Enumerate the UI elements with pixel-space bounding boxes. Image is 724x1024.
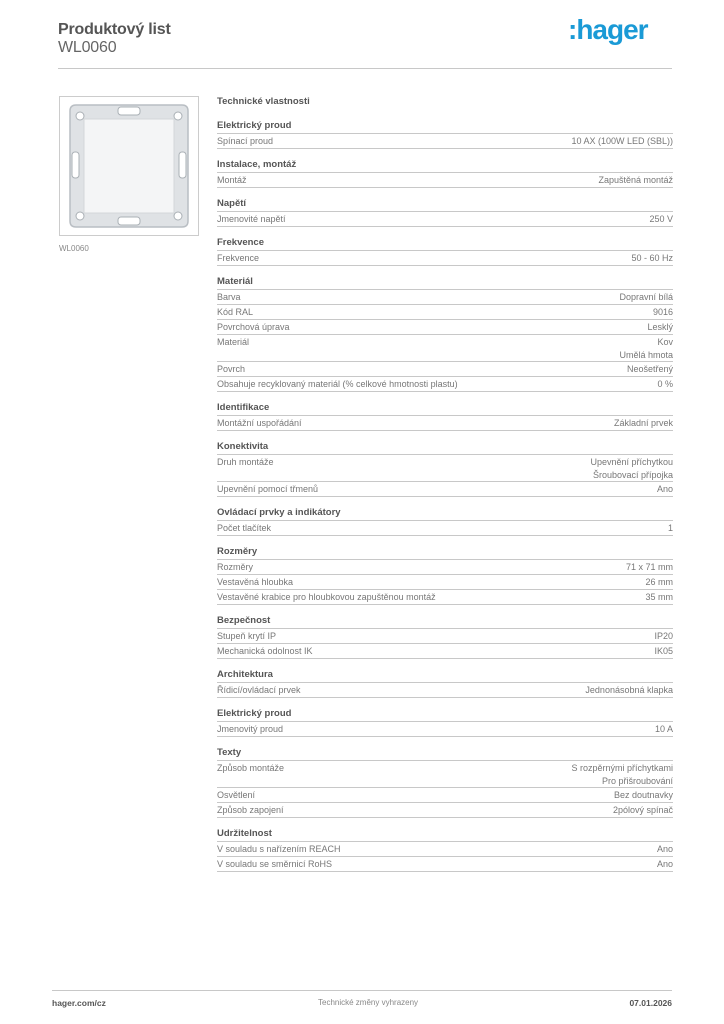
spec-value-line: Ano [656,484,673,494]
spec-value-line: 26 mm [645,577,673,587]
spec-value [598,174,673,187]
spec-label: V souladu s nařízením REACH [217,844,341,854]
spec-row [217,251,673,266]
footer-website: hager.com/cz [52,998,106,1008]
spec-value [645,591,673,604]
spec-section [217,237,673,266]
spec-row [217,683,673,698]
spec-section [217,747,673,818]
spec-value [657,378,673,391]
hager-logo: :hager [568,14,648,45]
spec-value [654,630,673,643]
spec-value [654,645,673,658]
spec-label: Jmenovitý proud [217,724,284,734]
spec-label: Osvětlení [217,790,256,800]
spec-label: Stupeň krytí IP [217,631,277,641]
section-heading: Architektura [217,669,673,683]
spec-row [217,803,673,818]
section-heading: Elektrický proud [217,120,673,134]
spec-row [217,173,673,188]
spec-label: Vestavěná hloubka [217,577,294,587]
spec-value-line: Základní prvek [613,418,673,428]
section-heading: Elektrický proud [217,708,673,722]
spec-value-line: Pro přišroubování [601,775,673,786]
specs-title: Technické vlastnosti [217,96,310,107]
spec-row [217,521,673,536]
spec-value-line: Ano [656,844,673,854]
spec-label: Montáž [217,175,247,185]
section-heading: Identifikace [217,402,673,416]
spec-label: Počet tlačítek [217,523,272,533]
spec-row [217,590,673,605]
spec-value-line: 9016 [652,307,673,317]
spec-section [217,159,673,188]
spec-value [657,483,673,496]
spec-row [217,377,673,392]
switch-illustration-icon [60,97,198,235]
spec-value-line: Dopravní bílá [619,292,673,302]
spec-value-line: 250 V [649,214,673,224]
spec-row [217,761,673,788]
section-heading: Napětí [217,198,673,212]
spec-label: Jmenovité napětí [217,214,286,224]
spec-value [590,456,673,481]
spec-section [217,402,673,431]
spec-section [217,615,673,659]
section-heading: Frekvence [217,237,673,251]
spec-value-line: 50 - 60 Hz [631,253,673,263]
spec-row [217,335,673,362]
spec-value [653,306,673,319]
spec-label: Rozměry [217,562,254,572]
spec-value [657,858,673,871]
section-heading: Ovládací prvky a indikátory [217,507,673,521]
spec-value [655,723,673,736]
spec-value-line: Upevnění příchytkou [590,457,673,467]
spec-value [571,135,673,148]
spec-label: Mechanická odolnost IK [217,646,313,656]
spec-label: Způsob zapojení [217,805,284,815]
spec-row [217,305,673,320]
spec-value [619,291,673,304]
product-image [59,96,199,236]
spec-row [217,290,673,305]
footer-date: 07.01.2026 [629,998,672,1008]
spec-label: Kód RAL [217,307,254,317]
section-heading: Udržitelnost [217,828,673,842]
section-heading: Bezpečnost [217,615,673,629]
spec-value [631,252,673,265]
spec-section [217,507,673,536]
spec-value [614,417,673,430]
spec-label: Frekvence [217,253,260,263]
section-heading: Texty [217,747,673,761]
spec-label: V souladu se směrnicí RoHS [217,859,333,869]
spec-value [657,843,673,856]
spec-row [217,842,673,857]
spec-row [217,416,673,431]
spec-value-line: 2pólový spínač [612,805,673,815]
spec-value-line: 35 mm [645,592,673,602]
spec-section [217,828,673,872]
section-heading: Rozměry [217,546,673,560]
spec-sections [217,120,673,872]
spec-value-line: IK05 [654,646,673,656]
spec-value [668,522,673,535]
spec-value [571,762,673,787]
spec-label: Povrchová úprava [217,322,290,332]
spec-section [217,276,673,392]
spec-value-line: Zapuštěná montáž [598,175,673,185]
spec-section [217,708,673,737]
spec-row [217,560,673,575]
spec-row [217,644,673,659]
footer-notice: Technické změny vyhrazeny [318,998,419,1007]
spec-value [613,804,673,817]
spec-value-line: 1 [667,523,673,533]
section-heading: Instalace, montáž [217,159,673,173]
section-heading: Materiál [217,276,673,290]
spec-label: Způsob montáže [217,763,285,773]
spec-label: Vestavěné krabice pro hloubkovou zapuštěnou montáž [217,592,436,602]
spec-value-line: Šroubovací přípojka [592,469,673,480]
spec-value [619,336,673,361]
spec-value-line: Ano [656,859,673,869]
spec-row [217,482,673,497]
spec-value [649,213,673,226]
spec-label: Řídicí/ovládací prvek [217,685,301,695]
image-caption: WL0060 [59,244,89,253]
product-code: WL0060 [58,39,117,56]
spec-value-line: Neošetřený [626,364,673,374]
spec-value-line: Bez doutnavky [613,790,673,800]
spec-value-line: S rozpěrnými příchytkami [571,763,673,773]
spec-row [217,134,673,149]
spec-label: Materiál [217,337,250,347]
spec-row [217,455,673,482]
spec-row [217,212,673,227]
spec-section [217,198,673,227]
spec-row [217,629,673,644]
spec-value-line: Kov [657,337,673,347]
spec-value [627,363,673,376]
spec-label: Barva [217,292,241,302]
spec-label: Povrch [217,364,246,374]
spec-value-line: Jednonásobná klapka [585,685,673,695]
spec-value [585,684,673,697]
spec-row [217,722,673,737]
spec-value [647,321,673,334]
spec-label: Montážní uspořádání [217,418,302,428]
spec-value-line: Umělá hmota [619,349,673,360]
spec-label: Spínací proud [217,136,274,146]
spec-section [217,441,673,497]
spec-row [217,575,673,590]
section-heading: Konektivita [217,441,673,455]
spec-row [217,788,673,803]
spec-value-line: 0 % [657,379,673,389]
page-title: Produktový list [58,21,171,38]
spec-value-line: IP20 [654,631,673,641]
spec-section [217,546,673,605]
spec-value [614,789,673,802]
spec-value-line: 10 A [654,724,673,734]
technical-specs [217,95,673,882]
spec-row [217,857,673,872]
spec-value-line: 71 x 71 mm [625,562,673,572]
spec-value [626,561,673,574]
spec-row [217,320,673,335]
spec-value [645,576,673,589]
spec-section [217,669,673,698]
spec-label: Obsahuje recyklovaný materiál (% celkové hmotnosti plastu) [217,379,458,389]
spec-value-line: 10 AX (100W LED (SBL)) [571,136,673,146]
spec-row [217,362,673,377]
footer-divider [52,990,672,991]
header-divider [58,68,672,69]
spec-label: Druh montáže [217,457,274,467]
spec-label: Upevnění pomocí třmenů [217,484,319,494]
spec-value-line: Lesklý [647,322,673,332]
spec-section [217,120,673,149]
